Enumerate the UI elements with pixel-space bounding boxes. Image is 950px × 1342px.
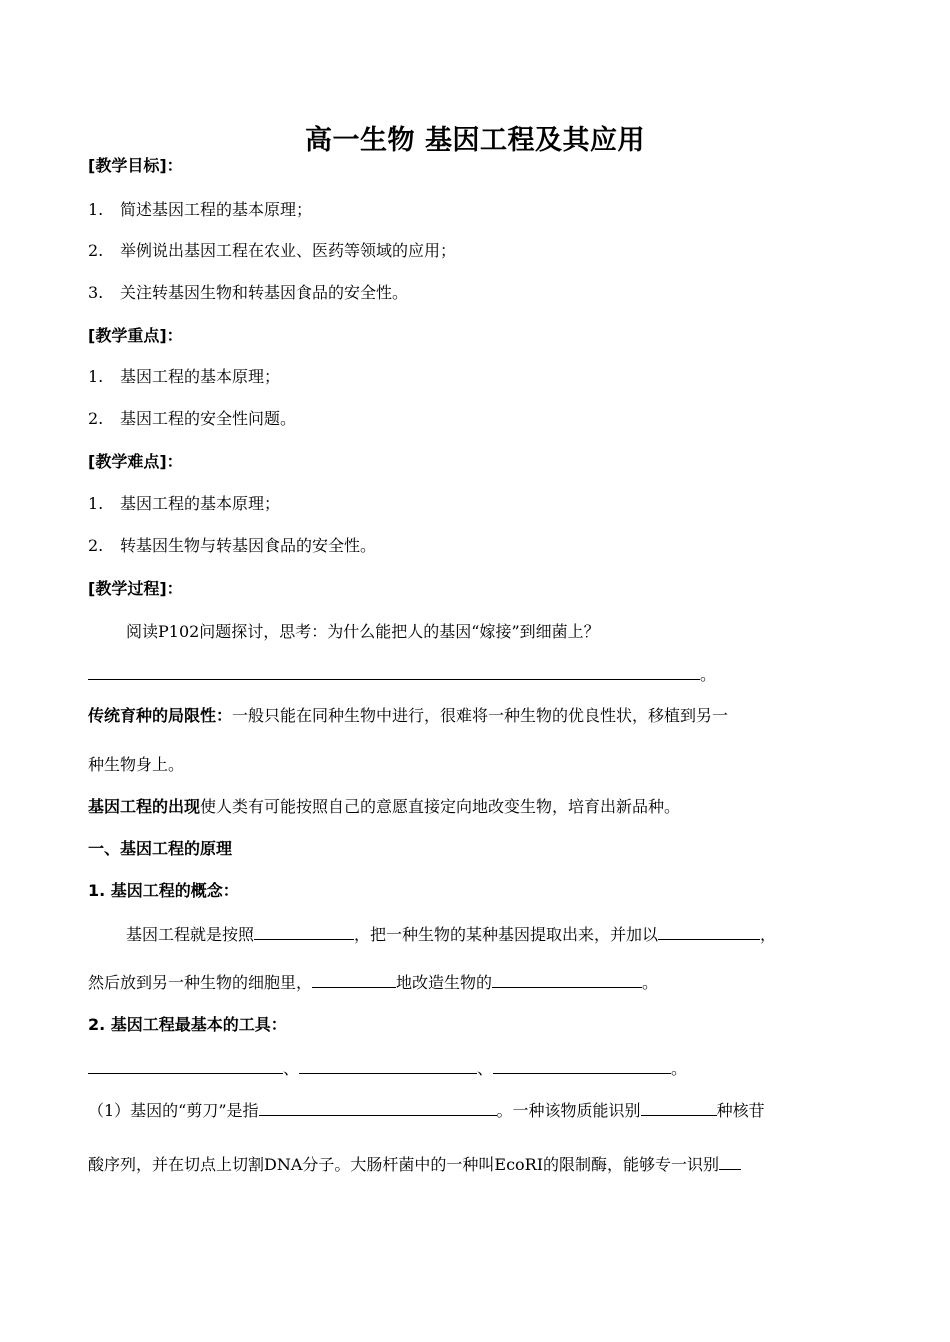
item-number: 1.: [88, 494, 104, 513]
item-text: 关注转基因生物和转基因食品的安全性。: [120, 283, 409, 302]
item-text: 基因工程的基本原理；: [120, 494, 281, 513]
concept-blank[interactable]: [492, 971, 642, 988]
answer-end: 。: [700, 665, 717, 684]
process-heading: [教学过程]：: [88, 579, 183, 598]
scissors-blank[interactable]: [259, 1099, 497, 1116]
scissors-line-2: [88, 1153, 868, 1176]
concept-blank[interactable]: [312, 971, 396, 988]
concept-text: ，把一种生物的某种基因提取出来，并加以: [354, 925, 659, 944]
difficulty-item: [88, 535, 868, 557]
reading-question: 阅读P102问题探讨，思考：为什么能把人的基因“嫁接”到细菌上？: [126, 622, 600, 641]
tool-blank[interactable]: [299, 1057, 477, 1074]
tools-separator: 、: [283, 1059, 300, 1078]
concept-blank[interactable]: [658, 923, 760, 940]
item-number: 3.: [88, 283, 104, 302]
item-text: 基因工程的安全性问题。: [120, 409, 297, 428]
tools-separator: 、: [477, 1059, 494, 1078]
objective-item: [88, 199, 868, 221]
concept-text: ，: [760, 925, 777, 944]
objective-item: [88, 240, 868, 262]
tool-blank[interactable]: [493, 1057, 671, 1074]
scissors-blank[interactable]: [641, 1099, 717, 1116]
concept-text: 。: [642, 973, 659, 992]
traditional-continuation: 种生物身上。: [88, 755, 185, 774]
concept-heading: 1. 基因工程的概念：: [88, 881, 239, 900]
answer-line: [88, 663, 868, 686]
scissors-text: 。一种该物质能识别: [496, 1101, 641, 1120]
difficulty-item: [88, 493, 868, 515]
item-number: 2.: [88, 409, 104, 428]
scissors-text: 酸序列，并在切点上切割DNA分子。大肠杆菌中的一种叫EcoRI的限制酶，能够专一识别: [88, 1155, 720, 1174]
tools-end: 。: [671, 1059, 688, 1078]
difficulties-heading: [教学难点]：: [88, 452, 183, 471]
concept-line-2: [88, 971, 868, 994]
tools-line: [88, 1057, 868, 1080]
concept-blank[interactable]: [254, 923, 354, 940]
item-number: 2.: [88, 241, 104, 260]
scissors-blank[interactable]: [719, 1153, 741, 1170]
item-text: 简述基因工程的基本原理；: [120, 200, 313, 219]
tools-heading: 2. 基因工程最基本的工具：: [88, 1015, 287, 1034]
key-point-item: [88, 408, 868, 430]
section-heading: 一、基因工程的原理: [88, 839, 233, 858]
emergence-label: 基因工程的出现: [88, 797, 201, 816]
scissors-text: 种核苷: [716, 1101, 765, 1120]
traditional-paragraph: [88, 705, 868, 727]
objective-item: [88, 282, 868, 304]
item-text: 基因工程的基本原理；: [120, 367, 281, 386]
concept-text: 基因工程就是按照: [126, 925, 255, 944]
emergence-paragraph: [88, 796, 868, 818]
traditional-label: 传统育种的局限性：: [88, 706, 233, 725]
concept-line-1: [88, 923, 906, 946]
item-text: 转基因生物与转基因食品的安全性。: [120, 536, 377, 555]
emergence-text: 使人类有可能按照自己的意愿直接定向地改变生物，培育出新品种。: [200, 797, 681, 816]
traditional-text: 一般只能在同种生物中进行，很难将一种生物的优良性状，移植到另一: [232, 706, 729, 725]
item-number: 1.: [88, 200, 104, 219]
objectives-heading: [教学目标]：: [88, 156, 183, 175]
scissors-line-1: [88, 1099, 868, 1122]
concept-text: 地改造生物的: [396, 973, 493, 992]
answer-blank[interactable]: [88, 663, 700, 680]
item-text: 举例说出基因工程在农业、医药等领域的应用；: [120, 241, 457, 260]
item-number: 1.: [88, 367, 104, 386]
tool-blank[interactable]: [88, 1057, 283, 1074]
concept-text: 然后放到另一种生物的细胞里，: [88, 973, 313, 992]
page-title: 高一生物 基因工程及其应用: [305, 125, 645, 156]
scissors-text: （1）基因的“剪刀”是指: [88, 1101, 259, 1120]
key-points-heading: [教学重点]：: [88, 326, 183, 345]
item-number: 2.: [88, 536, 104, 555]
key-point-item: [88, 366, 868, 388]
